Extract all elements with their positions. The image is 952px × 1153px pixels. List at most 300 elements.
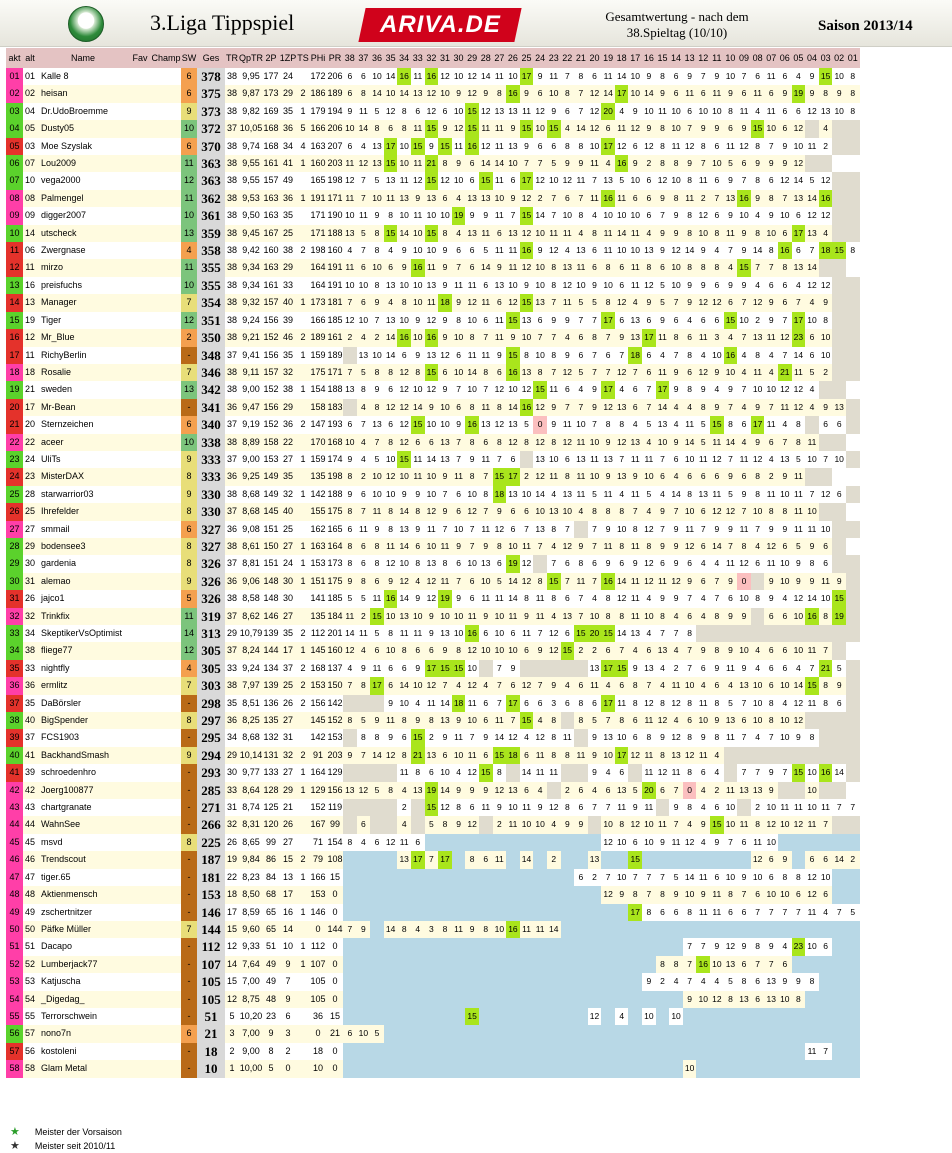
player-name[interactable]: alemao <box>37 573 129 590</box>
round-cell: 7 <box>724 834 738 851</box>
round-cell <box>561 869 575 886</box>
column-header-03: 03 <box>819 48 833 68</box>
round-cell <box>846 486 860 503</box>
rank-current: 23 <box>6 451 23 468</box>
round-cell <box>561 938 575 955</box>
round-cell: 7 <box>724 399 738 416</box>
round-cell: 12 <box>493 381 507 398</box>
player-name[interactable]: _Digedag_ <box>37 991 129 1008</box>
player-name[interactable]: aceer <box>37 434 129 451</box>
stat-phi: 170 <box>309 434 327 451</box>
fav-icon <box>129 851 151 868</box>
player-name[interactable]: SkeptikerVsOptimist <box>37 625 129 642</box>
round-cell <box>615 991 629 1008</box>
round-cell <box>397 973 411 990</box>
player-name[interactable]: jajco1 <box>37 590 129 607</box>
round-cell: 10 <box>384 608 398 625</box>
round-cell: 13 <box>479 416 493 433</box>
player-name[interactable]: Palmengel <box>37 190 129 207</box>
round-cell <box>370 991 384 1008</box>
round-cell: 12 <box>792 399 806 416</box>
round-cell: 7 <box>737 294 751 311</box>
round-cell <box>370 851 384 868</box>
fav-icon <box>129 1008 151 1025</box>
round-cell: 8 <box>357 85 371 102</box>
round-cell: 9 <box>452 294 466 311</box>
round-cell: 9 <box>465 207 479 224</box>
column-header-QpTR: QpTR <box>239 48 263 68</box>
round-cell <box>397 956 411 973</box>
rank-previous: 28 <box>23 486 37 503</box>
round-cell: 10 <box>588 138 602 155</box>
round-cell: 11 <box>520 625 534 642</box>
round-cell: 4 <box>696 799 710 816</box>
round-cell: 9 <box>343 573 357 590</box>
round-cell: 23 <box>792 329 806 346</box>
rank-previous: 10 <box>23 172 37 189</box>
round-score: 14 <box>181 625 197 642</box>
rank-current: 31 <box>6 590 23 607</box>
stat-qptr: 8,74 <box>239 799 263 816</box>
round-cell: 7 <box>696 68 710 85</box>
champ-icon <box>151 1043 181 1060</box>
stat-zp: 49 <box>279 172 297 189</box>
round-cell <box>846 816 860 833</box>
round-cell: 8 <box>574 712 588 729</box>
fav-icon <box>129 573 151 590</box>
round-cell: 8 <box>615 538 629 555</box>
round-cell: 8 <box>710 225 724 242</box>
round-cell: 6 <box>452 503 466 520</box>
round-cell: 9 <box>588 399 602 416</box>
round-cell <box>751 1008 765 1025</box>
round-cell: 13 <box>628 434 642 451</box>
player-name[interactable]: Kalle 8 <box>37 68 129 85</box>
player-name[interactable]: Dusty05 <box>37 120 129 137</box>
round-cell: 6 <box>506 521 520 538</box>
round-cell: 10 <box>574 277 588 294</box>
round-cell: 11 <box>479 120 493 137</box>
round-cell <box>696 1060 710 1077</box>
player-name[interactable]: MisterDAX <box>37 468 129 485</box>
round-cell: 12 <box>710 991 724 1008</box>
round-cell: 13 <box>737 782 751 799</box>
player-name[interactable]: Mr_Blue <box>37 329 129 346</box>
player-name[interactable]: Ihrefelder <box>37 503 129 520</box>
round-cell: 10 <box>411 381 425 398</box>
round-cell: 5 <box>615 172 629 189</box>
round-cell: 6 <box>832 695 846 712</box>
round-cell: 12 <box>438 68 452 85</box>
round-cell: 6 <box>724 904 738 921</box>
round-cell: 11 <box>411 68 425 85</box>
round-cell <box>846 364 860 381</box>
stat-qptr: 7,00 <box>239 1025 263 1042</box>
player-name[interactable]: utscheck <box>37 225 129 242</box>
total-points: 350 <box>197 329 225 346</box>
round-cell: 11 <box>479 225 493 242</box>
round-cell <box>357 938 371 955</box>
round-cell: 9 <box>520 608 534 625</box>
rank-previous: 11 <box>23 259 37 276</box>
stat-phi: 105 <box>309 973 327 990</box>
round-cell: 11 <box>615 695 629 712</box>
column-header-10: 10 <box>724 48 738 68</box>
round-cell: 5 <box>792 538 806 555</box>
round-cell: 8 <box>683 259 697 276</box>
round-cell <box>397 991 411 1008</box>
round-cell: 11 <box>574 434 588 451</box>
player-name[interactable]: bodensee3 <box>37 538 129 555</box>
round-cell: 6 <box>710 312 724 329</box>
round-cell: 9 <box>656 834 670 851</box>
player-name[interactable]: mirzo <box>37 259 129 276</box>
stat-zp: 7 <box>279 973 297 990</box>
stat-phi: 191 <box>309 190 327 207</box>
stat-qptr: 8,25 <box>239 712 263 729</box>
player-name[interactable]: Mr-Bean <box>37 399 129 416</box>
round-cell: 8 <box>710 729 724 746</box>
player-name[interactable]: DaBörsler <box>37 695 129 712</box>
round-cell: 14 <box>397 503 411 520</box>
round-cell <box>479 1060 493 1077</box>
stat-ts: 2 <box>297 85 309 102</box>
round-cell: 12 <box>561 172 575 189</box>
fav-icon <box>129 521 151 538</box>
round-cell: 9 <box>832 677 846 694</box>
stat-qptr: 10,14 <box>239 747 263 764</box>
stat-p2: 149 <box>263 486 279 503</box>
round-cell: 10 <box>764 886 778 903</box>
player-name[interactable]: kostoleni <box>37 1043 129 1060</box>
round-cell: 13 <box>561 259 575 276</box>
round-cell: 6 <box>669 68 683 85</box>
player-name[interactable]: Päfke Müller <box>37 921 129 938</box>
round-cell: 12 <box>465 85 479 102</box>
round-cell: 13 <box>764 991 778 1008</box>
round-cell: 10 <box>642 1008 656 1025</box>
round-cell <box>547 782 561 799</box>
round-cell: 7 <box>683 642 697 659</box>
table-row <box>6 364 860 381</box>
player-name[interactable]: ermlitz <box>37 677 129 694</box>
round-cell: 10 <box>411 677 425 694</box>
player-name[interactable]: Trinkfix <box>37 608 129 625</box>
round-cell: 9 <box>683 68 697 85</box>
round-cell: 4 <box>819 225 833 242</box>
player-name[interactable]: Sternzeichen <box>37 416 129 433</box>
player-name[interactable]: vega2000 <box>37 172 129 189</box>
round-cell <box>493 1043 507 1060</box>
round-cell <box>465 886 479 903</box>
round-cell: 4 <box>615 381 629 398</box>
round-cell: 11 <box>588 190 602 207</box>
round-cell: 15 <box>547 573 561 590</box>
champ-icon <box>151 347 181 364</box>
round-cell: 13 <box>737 677 751 694</box>
round-cell: 12 <box>751 851 765 868</box>
champ-icon <box>151 747 181 764</box>
round-cell: 14 <box>683 869 697 886</box>
column-header-TS: TS <box>297 48 309 68</box>
round-cell: 10 <box>601 277 615 294</box>
player-name[interactable]: smmail <box>37 521 129 538</box>
round-cell <box>669 851 683 868</box>
round-cell <box>846 1008 860 1025</box>
player-name[interactable]: nightfly <box>37 660 129 677</box>
round-cell: 9 <box>438 242 452 259</box>
player-name[interactable]: schroedenhro <box>37 764 129 781</box>
player-name[interactable]: gardenia <box>37 555 129 572</box>
champ-icon <box>151 538 181 555</box>
player-name[interactable]: Trendscout <box>37 851 129 868</box>
round-cell: 9 <box>452 85 466 102</box>
round-score: - <box>181 399 197 416</box>
player-name[interactable]: preisfuchs <box>37 277 129 294</box>
stat-tr: 33 <box>225 782 239 799</box>
rank-previous: 17 <box>23 399 37 416</box>
round-cell: 6 <box>696 85 710 102</box>
stat-ts <box>297 399 309 416</box>
round-cell: 9 <box>520 138 534 155</box>
round-cell <box>370 1043 384 1060</box>
round-cell: 11 <box>737 451 751 468</box>
round-cell <box>656 1008 670 1025</box>
round-cell: 4 <box>642 503 656 520</box>
player-name[interactable]: nono7n <box>37 1025 129 1042</box>
round-cell: 10 <box>819 329 833 346</box>
round-cell: 9 <box>452 712 466 729</box>
stat-tr: 37 <box>225 416 239 433</box>
stat-tr: 18 <box>225 886 239 903</box>
round-cell: 14 <box>397 590 411 607</box>
player-name[interactable]: starwarrior03 <box>37 486 129 503</box>
round-cell <box>628 1043 642 1060</box>
rank-current: 47 <box>6 869 23 886</box>
player-name[interactable]: fliege77 <box>37 642 129 659</box>
round-cell <box>357 695 371 712</box>
round-cell: 4 <box>601 764 615 781</box>
round-cell: 10 <box>628 207 642 224</box>
round-cell: 2 <box>561 782 575 799</box>
round-cell: 8 <box>737 538 751 555</box>
round-cell: 14 <box>805 259 819 276</box>
champ-icon <box>151 782 181 799</box>
round-cell: 4 <box>792 68 806 85</box>
rank-previous: 33 <box>23 660 37 677</box>
round-cell: 9 <box>710 399 724 416</box>
round-cell: 10 <box>751 712 765 729</box>
round-cell <box>452 938 466 955</box>
stat-tr: 34 <box>225 729 239 746</box>
round-score: 5 <box>181 590 197 607</box>
stat-tr: 22 <box>225 869 239 886</box>
round-score: - <box>181 816 197 833</box>
round-cell: 9 <box>696 729 710 746</box>
player-name[interactable]: zschertnitzer <box>37 904 129 921</box>
round-cell: 4 <box>357 834 371 851</box>
round-cell: 6 <box>792 242 806 259</box>
round-cell: 9 <box>764 207 778 224</box>
round-cell: 7 <box>574 103 588 120</box>
round-cell <box>832 956 846 973</box>
player-name[interactable]: Lumberjack77 <box>37 956 129 973</box>
round-cell: 15 <box>452 660 466 677</box>
round-cell: 10 <box>751 695 765 712</box>
round-cell: 6 <box>642 642 656 659</box>
round-cell: 11 <box>465 608 479 625</box>
total-points: 327 <box>197 521 225 538</box>
rank-previous: 50 <box>23 921 37 938</box>
stat-phi: 166 <box>309 869 327 886</box>
champ-icon <box>151 434 181 451</box>
round-cell: 11 <box>411 468 425 485</box>
round-cell: 4 <box>737 364 751 381</box>
round-cell: 10 <box>561 207 575 224</box>
round-cell: 12 <box>465 764 479 781</box>
round-cell: 9 <box>628 799 642 816</box>
round-cell: 8 <box>520 434 534 451</box>
player-name[interactable]: heisan <box>37 85 129 102</box>
round-cell: 12 <box>601 399 615 416</box>
round-cell <box>832 312 846 329</box>
round-cell: 17 <box>601 660 615 677</box>
round-cell: 11 <box>425 259 439 276</box>
round-cell <box>384 816 398 833</box>
round-cell: 7 <box>737 381 751 398</box>
round-cell <box>710 1043 724 1060</box>
player-name[interactable]: digger2007 <box>37 207 129 224</box>
fav-icon <box>129 155 151 172</box>
player-name[interactable]: WahnSee <box>37 816 129 833</box>
round-cell <box>778 1025 792 1042</box>
round-cell: 17 <box>425 660 439 677</box>
player-name[interactable]: sweden <box>37 381 129 398</box>
player-name[interactable]: Joerg100877 <box>37 782 129 799</box>
fav-icon <box>129 259 151 276</box>
stat-p2: 157 <box>263 294 279 311</box>
player-name[interactable]: Katjuscha <box>37 973 129 990</box>
player-name[interactable]: FCS1903 <box>37 729 129 746</box>
round-cell: 11 <box>479 521 493 538</box>
player-name[interactable]: Tiger <box>37 312 129 329</box>
round-cell: 9 <box>764 573 778 590</box>
stat-pr: 0 <box>327 991 343 1008</box>
player-name[interactable]: RichyBerlin <box>37 347 129 364</box>
stat-zp: 0 <box>279 1060 297 1077</box>
round-cell: 8 <box>465 851 479 868</box>
round-cell: 17 <box>601 312 615 329</box>
round-cell: 8 <box>751 347 765 364</box>
player-name[interactable]: Dacapo <box>37 938 129 955</box>
round-cell: 10 <box>438 399 452 416</box>
round-cell <box>343 816 357 833</box>
round-cell <box>588 904 602 921</box>
stat-pr: 156 <box>327 782 343 799</box>
fav-icon <box>129 677 151 694</box>
round-cell: 15 <box>520 120 534 137</box>
round-cell: 10 <box>506 642 520 659</box>
player-name[interactable]: BackhandSmash <box>37 747 129 764</box>
player-name[interactable]: UliTs <box>37 451 129 468</box>
stat-p2: 125 <box>263 799 279 816</box>
player-name[interactable]: chartgranate <box>37 799 129 816</box>
round-cell: 5 <box>805 364 819 381</box>
round-cell: 0 <box>683 782 697 799</box>
champ-icon <box>151 695 181 712</box>
stat-qptr: 10,79 <box>239 625 263 642</box>
round-cell <box>724 625 738 642</box>
round-cell: 8 <box>846 85 860 102</box>
round-cell <box>819 747 833 764</box>
round-cell: 9 <box>438 381 452 398</box>
round-cell <box>656 1043 670 1060</box>
round-cell: 7 <box>357 416 371 433</box>
player-name[interactable]: tiger.65 <box>37 869 129 886</box>
round-cell <box>601 1060 615 1077</box>
round-cell: 6 <box>533 312 547 329</box>
round-cell: 11 <box>737 816 751 833</box>
round-score: 13 <box>181 225 197 242</box>
player-name[interactable]: Lou2009 <box>37 155 129 172</box>
player-name[interactable]: Manager <box>37 294 129 311</box>
round-cell: 7 <box>737 68 751 85</box>
table-row <box>6 712 860 729</box>
round-cell: 16 <box>601 573 615 590</box>
round-cell: 13 <box>343 225 357 242</box>
round-cell: 11 <box>710 486 724 503</box>
round-cell: 12 <box>465 294 479 311</box>
player-name[interactable]: Zwergnase <box>37 242 129 259</box>
player-name[interactable]: Moe Szyslak <box>37 138 129 155</box>
round-cell: 12 <box>533 172 547 189</box>
round-cell <box>438 869 452 886</box>
player-name[interactable]: Aktienmensch <box>37 886 129 903</box>
player-name[interactable]: Terrorschwein <box>37 1008 129 1025</box>
round-cell: 8 <box>805 973 819 990</box>
round-cell: 13 <box>357 347 371 364</box>
round-cell: 6 <box>819 851 833 868</box>
round-cell: 9 <box>710 120 724 137</box>
player-name[interactable]: msvd <box>37 834 129 851</box>
stat-tr: 29 <box>225 625 239 642</box>
ariva-logo[interactable]: ARIVA.DE <box>358 8 521 42</box>
player-name[interactable]: BigSpender <box>37 712 129 729</box>
round-cell: 16 <box>465 138 479 155</box>
round-cell: 8 <box>465 434 479 451</box>
round-cell: 9 <box>561 155 575 172</box>
round-cell <box>751 1043 765 1060</box>
player-name[interactable]: Dr.UdoBroemme <box>37 103 129 120</box>
round-cell: 16 <box>465 625 479 642</box>
round-cell: 11 <box>792 486 806 503</box>
stat-p2: 5 <box>263 1060 279 1077</box>
round-cell: 6 <box>452 347 466 364</box>
stat-qptr: 8,65 <box>239 834 263 851</box>
player-name[interactable]: Glam Metal <box>37 1060 129 1077</box>
stat-zp: 37 <box>279 660 297 677</box>
stat-ts <box>297 172 309 189</box>
round-cell <box>411 1008 425 1025</box>
table-row <box>6 381 860 398</box>
round-cell: 8 <box>724 991 738 1008</box>
round-score: 12 <box>181 312 197 329</box>
round-cell: 11 <box>547 381 561 398</box>
round-cell: 14 <box>479 259 493 276</box>
round-cell <box>520 904 534 921</box>
round-cell: 13 <box>520 364 534 381</box>
player-name[interactable]: Rosalie <box>37 364 129 381</box>
